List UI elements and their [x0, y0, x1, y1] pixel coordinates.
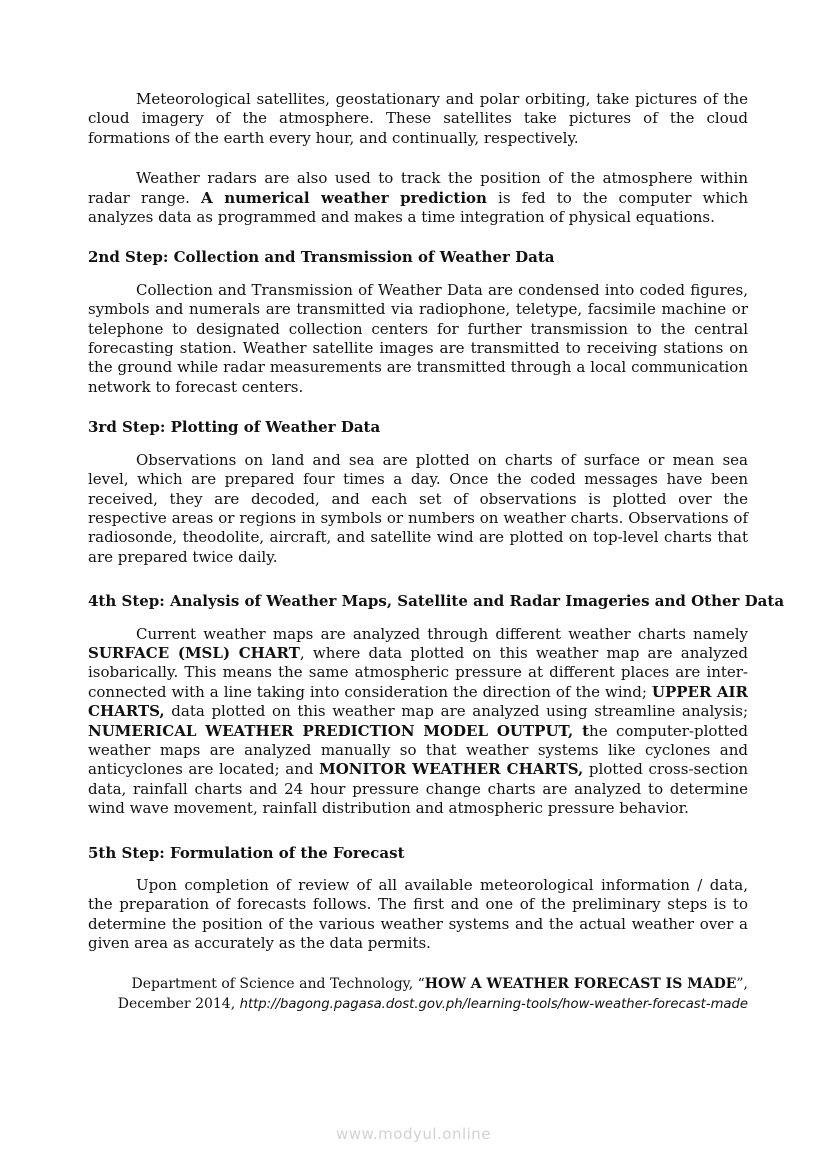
paragraph-step3-body [88, 451, 748, 567]
text-run: Observations on land and sea are plotted on charts of surface or mean sea level, which are prepared four times a day. Once the coded messages have been received, they are decoded, and each set of observations is plotted over the respective areas or regions in symbols or numbers on weather charts. Observations of radiosonde, theodolite, aircraft, and satellite wind are plotted on top-level charts that are prepared twice daily. [88, 450, 748, 566]
bold-text-run: UPPER AIR CHARTS, [88, 682, 748, 721]
bold-text-run: SURFACE (MSL) CHART [88, 643, 300, 662]
document-content [88, 90, 785, 1015]
text-run: Weather radars are also used to track the position of the atmosphere within radar range. [88, 169, 748, 207]
url-text-run: http://bagong.pagasa.dost.gov.ph/learning-tools/how-weather-forecast-made [239, 996, 748, 1012]
text-run: December 2014, [117, 995, 240, 1012]
paragraph-step4-body [88, 625, 748, 819]
source-citation [88, 975, 748, 1014]
citation-line-1 [88, 975, 748, 994]
text-run: Department of Science and Technology, “ [131, 975, 425, 992]
text-run: ”, [736, 975, 748, 992]
text-run: data plotted on this weather map are analyzed using streamline analysis; [164, 702, 748, 721]
bold-text-run: MONITOR WEATHER CHARTS, [319, 760, 584, 779]
citation-line-2 [88, 995, 748, 1014]
footer-watermark: www.modyul.online [335, 1125, 492, 1143]
text-run: Collection and Transmission of Weather Data are condensed into coded figures, symbols and numerals are transmitted via radiophone, teletype, facsimile machine or telephone to designated collection centers for further transmission to the central forecasting station. Weather satellite images are transmitted to receiving stations on the ground while radar measurements are transmitted through a local communication network to forecast centers. [88, 280, 748, 396]
text-run: is fed to the computer which analyzes data as programmed and makes a time integration of physical equations. [88, 188, 748, 227]
bold-text-run: NUMERICAL WEATHER PREDICTION MODEL OUTPUT, t [88, 721, 590, 740]
text-run: , where data plotted on this weather map are analyzed isobarically. This means the same atmospheric pressure at different places are inter-connected with a line taking into consideration the direction of the wind; [88, 643, 748, 701]
heading-step5: 5th Step: Formulation of the Forecast [88, 843, 405, 862]
heading-step3: 3rd Step: Plotting of Weather Data [88, 418, 381, 437]
paragraph-satellites [88, 90, 748, 148]
paragraph-step2-body [88, 281, 748, 397]
text-run: Upon completion of review of all available meteorological information / data, the preparation of forecasts follows. The first and one of the preliminary steps is to determine the position of the various weather systems and the actual weather over a given area as accurately as the data permits. [88, 876, 748, 953]
text-run: plotted cross-section data, rainfall charts and 24 hour pressure change charts are analyzed to determine wind wave movement, rainfall distribution and atmospheric pressure behavior. [88, 760, 749, 818]
heading-step2: 2nd Step: Collection and Transmission of Weather Data [88, 248, 555, 267]
text-run: he computer-plotted weather maps are analyzed manually so that weather systems like cyclones and anticyclones are located; and [88, 721, 748, 779]
text-run: Meteorological satellites, geostationary and polar orbiting, take pictures of the cloud imagery of the atmosphere. These satellites take pictures of the cloud formations of the earth every hour, and continually, respectively. [88, 90, 748, 147]
paragraph-step5-body [88, 876, 748, 954]
bold-text-run: HOW A WEATHER FORECAST IS MADE [424, 975, 737, 992]
text-run: Current weather maps are analyzed through different weather charts namely [136, 624, 748, 643]
bold-text-run: A numerical weather prediction [201, 188, 487, 207]
heading-step4: 4th Step: Analysis of Weather Maps, Satellite and Radar Imageries and Other Data [88, 592, 785, 611]
paragraph-radars [88, 169, 748, 227]
